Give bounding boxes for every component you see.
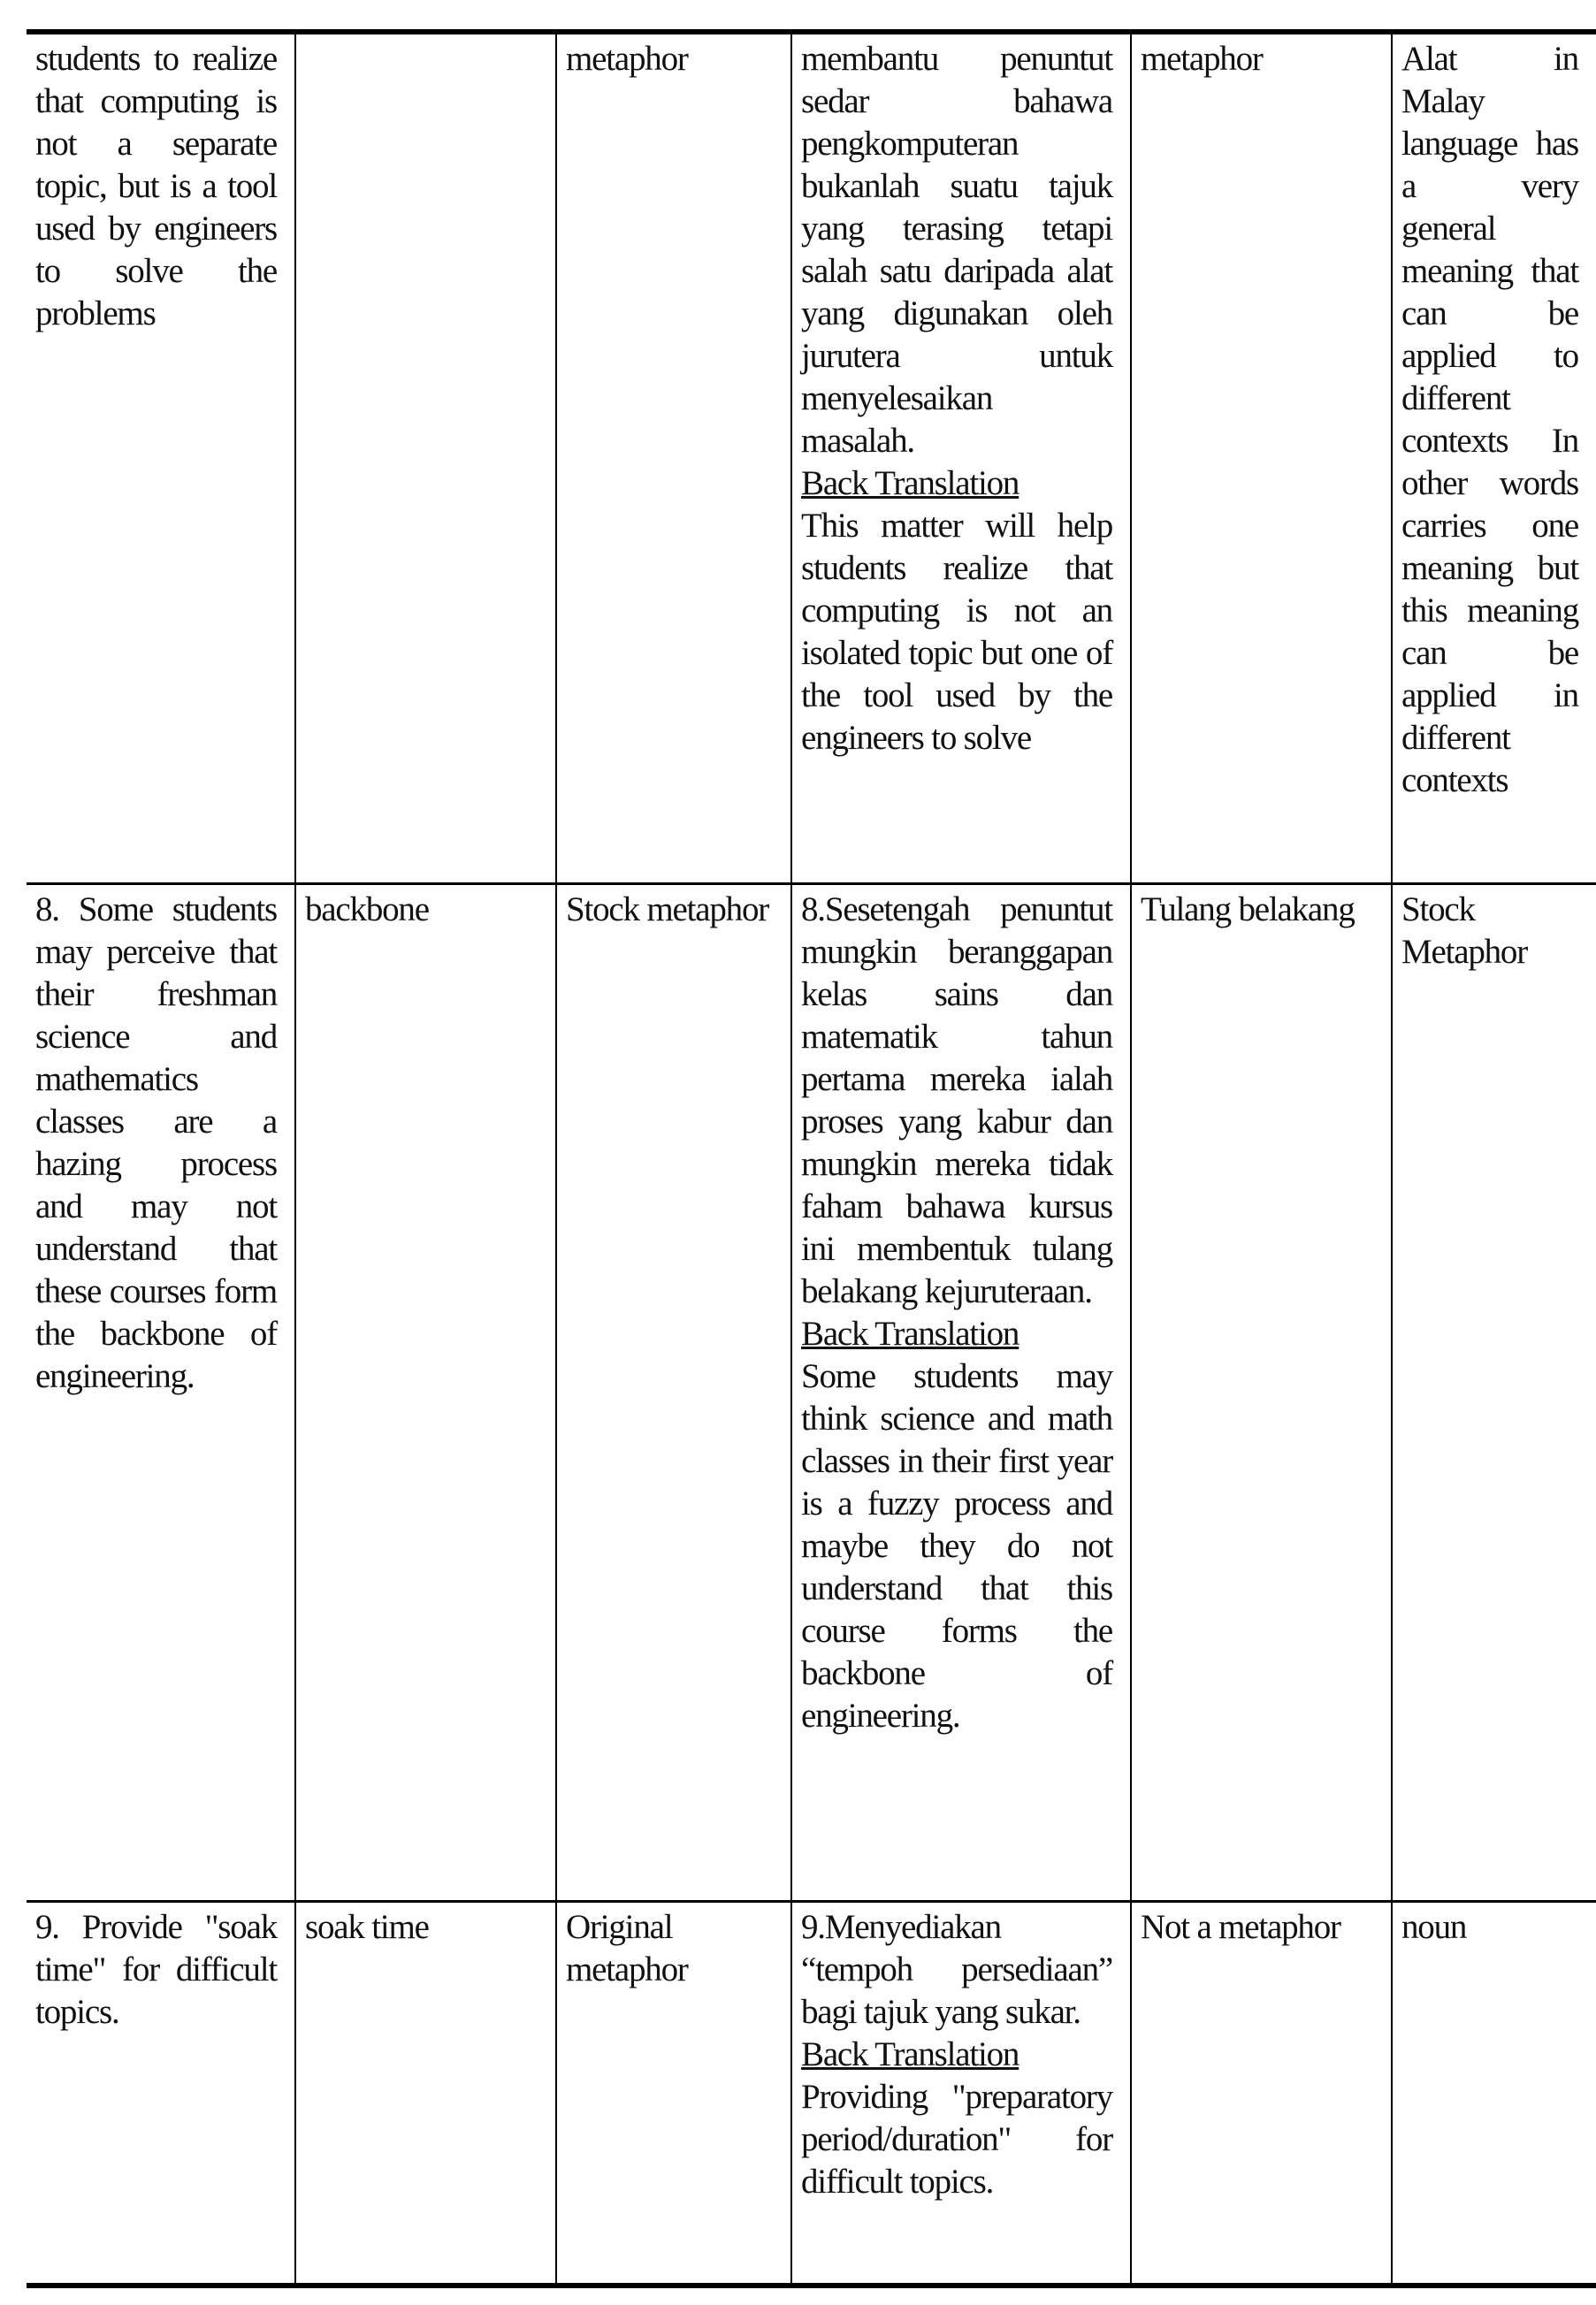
translation-cell [791,1901,1131,2286]
target-term-cell: Not a metaphor [1131,1901,1392,2286]
table-row [27,1901,1596,2286]
metaphor-translation-table [27,29,1596,2288]
translation-text: 8.Sesetengah penuntut mungkin beranggapan kelas sains dan matematik tahun pertama mereka ialah proses yang kabur dan mungkin mereka tidak faham bahawa kursus ini membentuk tulang belakang kejuruteraan. [801,889,1112,1310]
source-type-cell: Stock metaphor [556,883,791,1901]
comment-cell: Alat in Malay language has a very general meaning that can be applied to different contexts In other words carries one meaning but this meaning can be applied in different contexts [1392,32,1596,883]
term-cell [295,32,556,883]
source-type-cell: Original metaphor [556,1901,791,2286]
translation-cell [791,32,1131,883]
term-cell: soak time [295,1901,556,2286]
table-row [27,883,1596,1901]
back-translation-label: Back Translation [801,2034,1019,2073]
target-term-cell: metaphor [1131,32,1392,883]
back-translation-text: Providing "preparatory period/duration" for difficult topics. [801,2077,1112,2201]
back-translation-label: Back Translation [801,1314,1019,1353]
comment-cell: noun [1392,1901,1596,2286]
back-translation-label: Back Translation [801,464,1019,502]
source-text-cell: 9. Provide "soak time" for difficult topics. [27,1901,295,2286]
term-cell: backbone [295,883,556,1901]
source-text-cell: students to realize that computing is not a separate topic, but is a tool used by engineers to solve the problems [35,40,277,332]
source-type-cell: metaphor [556,32,791,883]
back-translation-text: This matter will help students realize that computing is not an isolated topic but one of the tool used by the engineers to solve [801,507,1112,757]
target-term-cell: Tulang belakang [1131,883,1392,1901]
back-translation-text: Some students may think science and math classes in their first year is a fuzzy process and maybe they do not understand that this course forms the backbone of engineering. [801,1356,1112,1735]
source-text-cell: 8. Some students may perceive that their freshman science and mathematics classes are a hazing process and may not understand that these courses form the backbone of engineering. [27,883,295,1901]
table-row [27,32,1596,883]
translation-text: 9.Menyediakan “tempoh persediaan” bagi tajuk yang sukar. [801,1907,1112,2031]
comment-cell: Stock Metaphor [1392,883,1596,1901]
translation-cell [791,883,1131,1901]
translation-text: membantu penuntut sedar bahawa pengkomputeran bukanlah suatu tajuk yang terasing tetapi salah satu daripada alat yang digunakan oleh jurutera untuk menyelesaikan masalah. [801,40,1112,460]
